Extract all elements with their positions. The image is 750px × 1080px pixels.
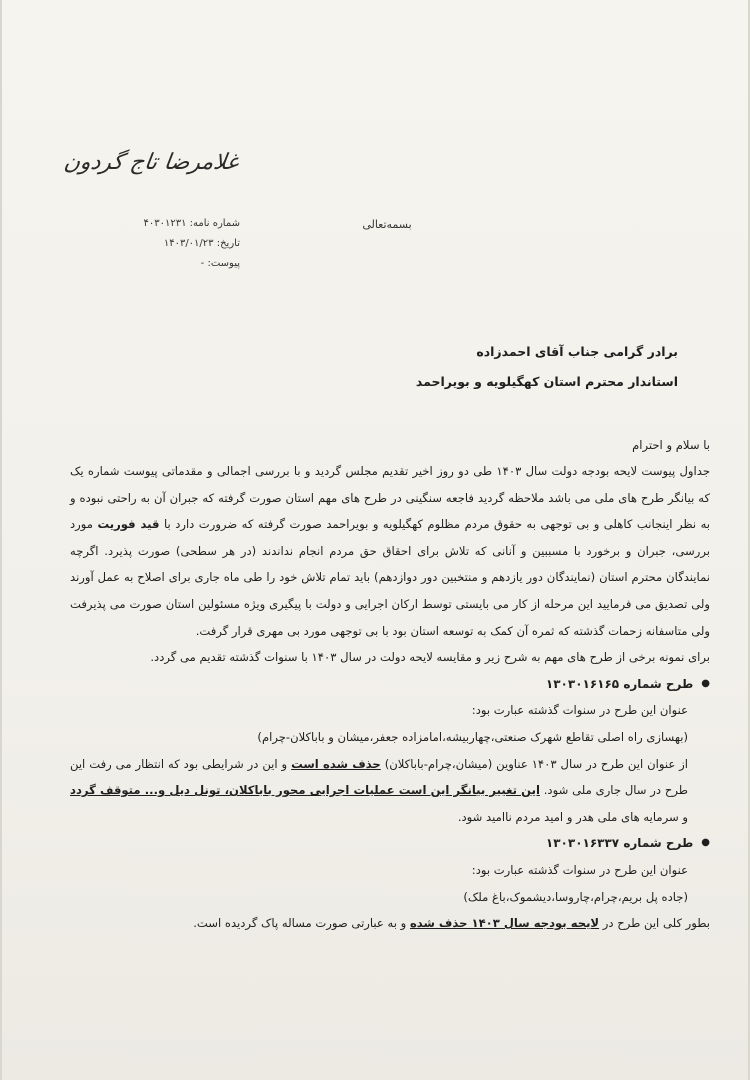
item1-bold-removed: حذف شده است [291, 756, 381, 771]
items-intro: برای نمونه برخی از طرح های مهم به شرح زیر و مقایسه لایحه دولت در سال ۱۴۰۳ با سنوات گذشته تقدیم می گردد. [150, 650, 710, 665]
letter-page [2, 0, 748, 1080]
item1-text-3: و سرمایه های ملی هدر و امید مردم ناامید شود. [457, 809, 688, 824]
letter-date: تاریخ: ۱۴۰۳/۰۱/۲۳ [163, 238, 240, 249]
paragraph-text-2: مورد بررسی، جبران و برخورد با مسببین و آنانی که تلاش برای احقاق حق مردم انجام نداندند (در هر سطحی) صورت پذیرد. اگرچه نمایندگان محترم استان (نمایندگان دور یازدهم و منتخبین دور دوازدهم) باید تمام تلاش خود را طی ماه جاری برای اصلاح به عمل آورند ولی تصدیق می فرمایید این مرحله از کار می بایستی توسط ارکان اجرایی و دولت با پیگیری ویژه مسئولین استان صورت می پذیرفت ولی متاسفانه زحمات گذشته که ثمره آن کمک به توسعه استان بود با بی توجهی مورد بی مهری قرار گرفت. [70, 517, 710, 638]
item2-content [70, 857, 710, 910]
paragraph-text-1: جداول پیوست لایحه بودجه دولت سال ۱۴۰۳ طی دو روز اخیر تقدیم مجلس گردید و با بررسی اجمالی و مقدماتی پیوست شماره یک که بیانگر طرح های ملی می باشد ملاحظه گردید فاجعه سنگینی در طرح های مهم استان صورت گرفته که جبران آن به راحتی نبوده و به نظر اینجانب کاهلی و بی توجهی به حقوق مردم مظلوم کهگیلویه و بویراحمد صورت گرفته که ضرورت دارد با [70, 464, 711, 532]
item2-past-label: عنوان این طرح در سنوات گذشته عبارت بود: [471, 862, 688, 877]
item1-description [70, 751, 688, 831]
recipient-title: استاندار محترم استان کهگیلویه و بویراحمد [415, 374, 678, 389]
item1-bold-consequence: این تغییر بیانگر این است عملیات اجرایی محور باباکلان، تونل دیل و... متوقف گردد [70, 783, 540, 798]
item2-text-2: و به عبارتی صورت مساله پاک گردیده است. [193, 916, 407, 931]
item1-past-title: (بهسازی راه اصلی تقاطع شهرک صنعتی،چهاربیشه،امامزاده جعفر،میشان و باباکلان-چرام) [257, 729, 688, 744]
item1-past-label: عنوان این طرح در سنوات گذشته عبارت بود: [471, 703, 688, 718]
item2-title [70, 830, 710, 857]
item2-title-text: طرح شماره ۱۳۰۳۰۱۶۳۳۷ [545, 836, 694, 851]
paragraph-main [70, 458, 710, 644]
letter-attachment: پیوست: - [200, 258, 240, 269]
item1-text-1: از عنوان این طرح در سال ۱۴۰۳ عناوین (میشان،چرام-باباکلان) [384, 756, 689, 771]
signature-logo: غلامرضا تاج گردون [62, 150, 240, 175]
paragraph-bold-urgency: قید فوریت [97, 517, 160, 532]
item2-past-title: (جاده پل بریم،چرام،چاروسا،دیشموک،باغ ملک) [463, 889, 688, 904]
letter-meta [120, 214, 240, 274]
bullet-icon: ● [701, 837, 710, 849]
greeting: با سلام و احترام [632, 438, 710, 452]
item1-title [70, 671, 710, 698]
item2-bold-removed: لایحه بودجه سال ۱۴۰۳ حذف شده [409, 916, 600, 931]
item2-text-1: بطور کلی این طرح در [602, 916, 710, 931]
item1-content [70, 697, 710, 830]
recipient-name: برادر گرامی جناب آقای احمدزاده [476, 344, 678, 359]
item1-text-2: و این در شرایطی بود که انتظار می رفت این طرح در سال جاری ملی شود. [70, 756, 688, 798]
bismillah-heading: بسمه‌تعالی [362, 218, 412, 231]
letter-body [70, 432, 710, 937]
letter-number: شماره نامه: ۴۰۳۰۱۲۳۱ [143, 218, 240, 229]
bullet-icon: ● [701, 677, 710, 689]
item1-title-text: طرح شماره ۱۳۰۳۰۱۶۱۶۵ [545, 676, 694, 691]
item2-description [70, 910, 710, 937]
